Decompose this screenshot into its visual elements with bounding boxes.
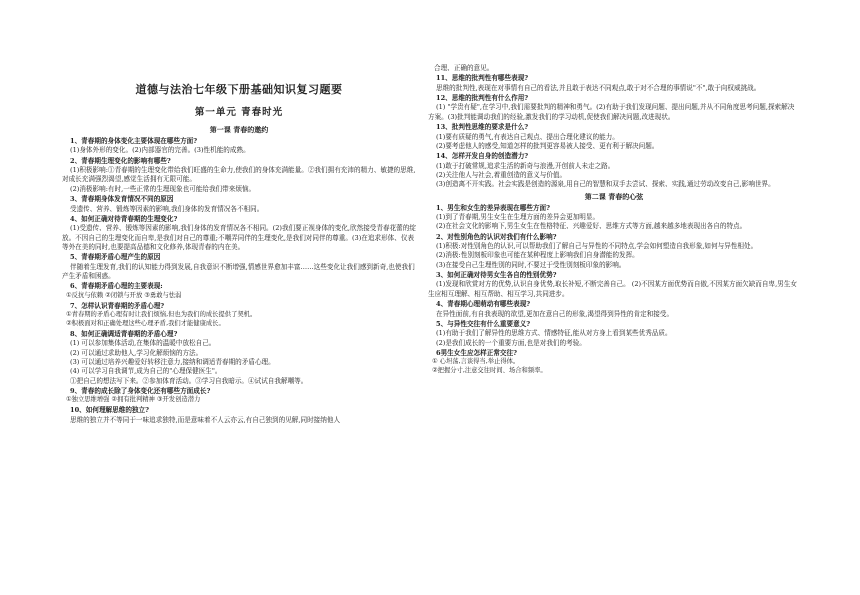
- answer-text: (2)消极影响:有时,一些正常的生理现象也可能给我们带来烦恼。: [70, 184, 256, 193]
- question-heading: 12、思维的批判性有什么作用?: [436, 94, 529, 103]
- question-heading: 1、青春期的身体变化主要体现在哪些方面?: [70, 137, 198, 146]
- question-heading: 2、对性别角色的认识对我们有什么影响?: [436, 232, 557, 241]
- answer-text: (1)受遗传、营养、锻炼等因素的影响,我们身体的发育情况各不相同。(2)我们要正视身体的变化,欣然接受青春花蕾的绽放。不因自己的生理变化而自卑,是我们对自己的尊重;不嘲弄同伴的生理变化,是我们对同伴的尊重。(3)在追求形体、仪表等外在美的同时,也要提高品德和文化修养,体现青春的内在美。: [62, 224, 416, 251]
- question-heading: 6、青春期矛盾心理的主要表现:: [70, 282, 163, 291]
- question-heading: 3、青春期身体发育情况不同的原因: [70, 195, 174, 204]
- answer-text: (2)是我们成长的一个重要方面,也是对我们的考验。: [436, 338, 586, 347]
- question-heading: 6男生女生应怎样正常交往?: [436, 349, 517, 357]
- answer-text: (3) 可以通过培养兴趣爱好转移注意力,接纳和调适青春期的矛盾心理。: [70, 358, 275, 367]
- question-heading: 14、怎样开发自身的创造潜力?: [436, 152, 529, 161]
- question-heading: 13、批判性思维的要求是什么?: [436, 123, 529, 132]
- answer-text: (1) "学贵有疑",在学习中,我们需要批判的精神和勇气。(2)有助于我们发现问题、提出问题,并从不同角度思考问题,探索解决方案。(3)批判能调动我们的经验,激发我们的学习动机,促使我们解决问题,改进现状。: [428, 103, 795, 121]
- answer-text: 思维的独立并不等同于一味追求独特,而是意味着不人云亦云,有自己独到的见解,同时接纳他人: [70, 415, 341, 424]
- right-column: [428, 64, 800, 376]
- unit-title: 第一单元 青春时光: [194, 106, 284, 118]
- left-column: [62, 68, 416, 425]
- list-item: ②把握分寸,注意交往时间、场合和频率。: [432, 367, 547, 375]
- question-heading: 1、男生和女生的差异表现在哪些方面?: [436, 203, 550, 212]
- answer-text: (3)创造离不开实践。社会实践是创造的源泉,用自己的智慧和双手去尝试、探索、实践,通过劳动改变自己,影响世界。: [436, 180, 775, 189]
- question-heading: 4、青春期心理萌动有哪些表现?: [436, 300, 531, 309]
- answer-text: (2)要考虑他人的感受,知道怎样的批判更容易被人接受、更有利于解决问题。: [436, 141, 659, 150]
- answer-text: (1)发现和欣赏对方的优势,认识自身优势,取长补短,不断完善自己。 (2)不因某方面优势而自傲,不因某方面欠缺而自卑,男生女生应相互理解、相互帮助、相互学习,共同进步。: [428, 280, 797, 298]
- answer-text: (2) 可以通过求助他人,学习化解烦恼的方法。: [70, 348, 203, 357]
- answer-text: (1)积极:对性别角色的认识,可以帮助我们了解自己与异性的不同特点,学会如何塑造自我形象,如何与异性相处。: [436, 242, 758, 251]
- question-heading: 11、思维的批判性有哪些表现?: [436, 74, 529, 83]
- question-heading: 3、如何正确对待男女生各自的性别优势?: [436, 271, 557, 280]
- list-item: ②积极面对和正确处理这些心理矛盾,我们才能健康成长。: [66, 320, 225, 328]
- document-title: 道德与法治七年级下册基础知识复习题要: [135, 83, 343, 96]
- answer-text: (2)在社会文化的影响下,男生女生在性格特征、兴趣爱好、思维方式等方面,越来越多地表现出各自的特点。: [436, 222, 747, 231]
- answer-text: (2)消极:性别刻板印象也可能在某种程度上影响我们自身潜能的发挥。: [436, 251, 639, 260]
- answer-text: (1)身体外形的变化。(2)内部器官的完善。(3)性机能的成熟。: [70, 146, 250, 155]
- question-heading: 7、怎样认识青春期的矛盾心理?: [70, 301, 165, 310]
- lesson-title: 第一课 青春的邀约: [209, 125, 269, 135]
- answer-text: 受遗传、营养、锻炼等因素的影响,我们身体的发育情况各不相同。: [70, 204, 264, 213]
- list-item: ①青春期的矛盾心理有时让我们烦恼,但也为我们的成长提供了契机。: [66, 311, 257, 319]
- question-heading: 5、与异性交往有什么重要意义?: [436, 319, 531, 328]
- answer-text: (1)积极影响:①青春期的生理变化带给我们旺盛的生命力,使我们的身体充满能量。②我们拥有充沛的精力、敏捷的思维,对成长充满强烈渴望,感觉生活拥有无限可能。: [62, 166, 416, 184]
- question-heading: 10、如何理解思维的独立?: [70, 406, 149, 415]
- lesson-title: 第二课 青春的心弦: [584, 191, 644, 201]
- question-heading: 2、青春期生理变化的影响有哪些?: [70, 156, 171, 165]
- list-item: ① 心坦荡,言谈得当,举止得体。: [432, 358, 520, 366]
- question-heading: 4、如何正确对待青春期的生理变化?: [70, 214, 178, 223]
- answer-text: (4) 可以学习自我调节,成为自己的"心理保健医生"。: [70, 367, 222, 376]
- question-heading: 5、青春期矛盾心理产生的原因: [70, 253, 161, 262]
- answer-text: 思维的批判性,表现在对事情有自己的看法,并且敢于表达不同观点,敢于对不合理的事情说"不",敢于向权威挑战。: [436, 83, 761, 92]
- left-column-body: [62, 137, 416, 425]
- answer-text: (2)关注他人与社会,着重创造的意义与价值。: [436, 170, 567, 179]
- answer-text: (1) 可以参加集体活动,在集体的温暖中放松自己。: [70, 339, 216, 348]
- list-item: ①独立思维增强 ②拥有批判精神 ③开发创造潜力: [66, 396, 201, 404]
- question-heading: 9、青春的成长除了身体变化还有哪些方面成长?: [70, 387, 211, 396]
- answer-text: (1)敢于打破常规,追求生活的新奇与浪漫,开创前人未走之路。: [436, 161, 615, 170]
- answer-text: (1)要有质疑的勇气,有表达自己观点、提出合理化建议的能力。: [436, 132, 619, 141]
- answer-text: (3)在接受自己生理性别的同时,不要过于受性别刻板印象的影响。: [436, 260, 626, 269]
- answer-text: ①把自己的想法写下来。②参加体育活动。③学习自我暗示。④试试自我解嘲等。: [70, 376, 308, 385]
- right-column-body: [428, 64, 800, 376]
- question-heading: 8、如何正确调适青春期的矛盾心理?: [70, 329, 178, 338]
- answer-text: 伴随着生理发育,我们的认知能力得到发展,自我意识不断增强,情感世界愈加丰富……这些变化让我们感到新奇,也使我们产生矛盾和困惑。: [62, 262, 415, 281]
- answer-text: 在异性面前,有自我表现的欲望,更加在意自己的形象,渴望得到异性的肯定和接受。: [436, 309, 674, 318]
- answer-text: (1)到了青春期,男生女生在生理方面的差异会更加明显。: [436, 212, 600, 221]
- answer-text: 合理、正确的意见。: [434, 64, 494, 72]
- list-item: ①反抗与依赖 ②闭锁与开放 ③勇敢与怯弱: [66, 291, 182, 299]
- answer-text: (1)有助于我们了解异性的思维方式、情感特征,能从对方身上看到某些优秀品质。: [436, 329, 672, 338]
